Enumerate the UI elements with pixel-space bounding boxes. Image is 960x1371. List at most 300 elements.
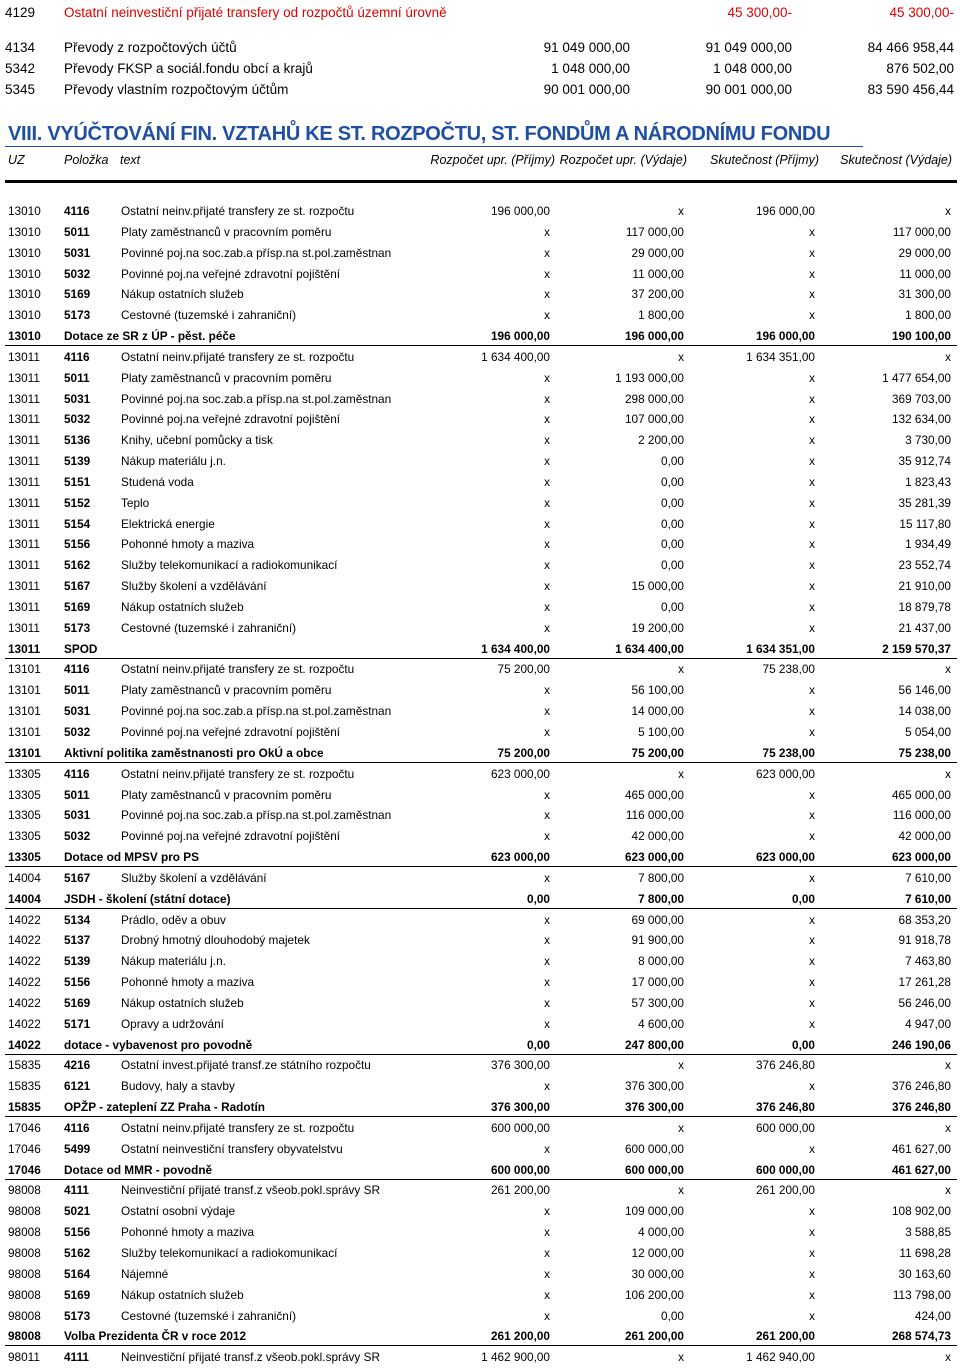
row-text: Ostatní neinv.přijaté transfery ze st. rozpočtu bbox=[121, 662, 355, 677]
row-rozpocet-vydaje: 0,00 bbox=[661, 516, 684, 531]
row-text: Pohonné hmoty a maziva bbox=[121, 1225, 255, 1240]
row-skutecnost-prijmy: 600 000,00 bbox=[755, 1162, 815, 1177]
row-uz: 13011 bbox=[8, 641, 41, 656]
row-skutecnost-prijmy: x bbox=[809, 954, 815, 969]
table-row bbox=[0, 264, 960, 284]
row-rozpocet-prijmy: x bbox=[544, 287, 550, 302]
row-text: Cestovné (tuzemské i zahraniční) bbox=[121, 620, 297, 635]
row-rozpocet-prijmy: x bbox=[544, 683, 550, 698]
row-rozpocet-prijmy: 196 000,00 bbox=[490, 329, 550, 344]
row-text: Ostatní neinv.přijaté transfery ze st. rozpočtu bbox=[121, 204, 355, 218]
row-skutecnost-prijmy: x bbox=[809, 579, 815, 594]
row-rozpocet-vydaje: 0,00 bbox=[661, 474, 684, 489]
table-row-subtotal bbox=[0, 1035, 960, 1055]
row-skutecnost-prijmy: x bbox=[809, 454, 815, 469]
row-skutecnost-prijmy: x bbox=[809, 704, 815, 719]
row-rozpocet-prijmy: x bbox=[544, 224, 550, 239]
row-uz: 98008 bbox=[8, 1204, 41, 1219]
row-polozka: 5162 bbox=[64, 558, 91, 573]
row-skutecnost-vydaje: 7 463,80 bbox=[905, 954, 951, 969]
row-polozka: 5169 bbox=[64, 287, 91, 302]
row-uz: 13010 bbox=[8, 308, 41, 323]
row-rozpocet-vydaje: 107 000,00 bbox=[624, 412, 684, 427]
row-polozka: 5011 bbox=[64, 224, 90, 239]
subtotal-rule bbox=[5, 762, 957, 763]
top-row-value-2: 45 300,00- bbox=[727, 5, 792, 20]
row-skutecnost-prijmy: x bbox=[809, 620, 815, 635]
row-polozka: 5137 bbox=[64, 933, 91, 948]
row-uz: 98008 bbox=[8, 1183, 41, 1198]
table-row bbox=[0, 514, 960, 534]
row-skutecnost-prijmy: x bbox=[809, 725, 815, 739]
top-row-code: 4129 bbox=[5, 5, 36, 20]
row-uz: 13010 bbox=[8, 266, 41, 281]
row-skutecnost-prijmy: 1 634 351,00 bbox=[746, 641, 815, 656]
row-rozpocet-vydaje: 261 200,00 bbox=[624, 1329, 684, 1344]
row-polozka: 4116 bbox=[64, 766, 90, 781]
row-skutecnost-prijmy: x bbox=[809, 474, 815, 489]
row-uz: 13011 bbox=[8, 391, 40, 406]
table-row bbox=[0, 284, 960, 304]
row-skutecnost-vydaje: 376 246,80 bbox=[891, 1079, 951, 1094]
table-row-subtotal bbox=[0, 639, 960, 659]
row-skutecnost-vydaje: 4 947,00 bbox=[905, 1016, 951, 1031]
table-row bbox=[0, 1201, 960, 1221]
row-text: Ostatní neinvestiční transfery obyvatelstvu bbox=[121, 1141, 343, 1156]
row-skutecnost-vydaje: 190 100,00 bbox=[891, 329, 951, 344]
row-text: Platy zaměstnanců v pracovním poměru bbox=[121, 683, 332, 698]
header-rozpocet-vydaje: Rozpočet upr. (Výdaje) bbox=[559, 153, 687, 167]
row-rozpocet-vydaje: 57 300,00 bbox=[631, 995, 684, 1010]
table-row bbox=[0, 993, 960, 1013]
row-text: Nákup ostatních služeb bbox=[121, 599, 244, 614]
row-skutecnost-vydaje: 268 574,73 bbox=[891, 1329, 951, 1344]
row-rozpocet-prijmy: x bbox=[544, 829, 550, 844]
row-rozpocet-prijmy: x bbox=[544, 433, 550, 448]
row-rozpocet-vydaje: 2 200,00 bbox=[638, 433, 684, 448]
row-rozpocet-prijmy: x bbox=[544, 1246, 550, 1260]
row-skutecnost-prijmy: 0,00 bbox=[792, 1037, 815, 1052]
row-skutecnost-prijmy: 623 000,00 bbox=[755, 850, 815, 865]
row-rozpocet-vydaje: 17 000,00 bbox=[631, 975, 684, 990]
row-skutecnost-prijmy: 1 462 940,00 bbox=[746, 1350, 815, 1365]
row-skutecnost-prijmy: x bbox=[809, 599, 815, 614]
row-rozpocet-prijmy: 75 200,00 bbox=[497, 662, 550, 677]
row-rozpocet-prijmy: x bbox=[544, 1225, 550, 1240]
row-skutecnost-vydaje: 56 246,00 bbox=[898, 995, 951, 1010]
row-rozpocet-prijmy: 261 200,00 bbox=[490, 1183, 550, 1198]
row-polozka: 5011 bbox=[64, 683, 90, 698]
row-skutecnost-vydaje: 376 246,80 bbox=[891, 1100, 951, 1115]
row-skutecnost-vydaje: 461 627,00 bbox=[891, 1141, 951, 1156]
row-polozka: 5031 bbox=[64, 808, 91, 823]
row-uz: 13011 bbox=[8, 620, 40, 635]
table-row bbox=[0, 597, 960, 617]
row-skutecnost-vydaje: 108 902,00 bbox=[891, 1204, 951, 1219]
row-polozka: 5151 bbox=[64, 474, 91, 489]
row-rozpocet-prijmy: x bbox=[544, 579, 550, 594]
top-row-value-2: 91 049 000,00 bbox=[705, 40, 792, 55]
row-rozpocet-vydaje: 106 200,00 bbox=[624, 1287, 684, 1302]
row-rozpocet-vydaje: 5 100,00 bbox=[638, 725, 684, 739]
row-rozpocet-prijmy: x bbox=[544, 391, 550, 406]
row-rozpocet-prijmy: x bbox=[544, 245, 550, 260]
row-text: Platy zaměstnanců v pracovním poměru bbox=[121, 224, 332, 239]
row-skutecnost-vydaje: 623 000,00 bbox=[891, 850, 951, 865]
row-uz: 17046 bbox=[8, 1120, 41, 1135]
row-polozka: 5156 bbox=[64, 1225, 91, 1240]
row-polozka: 5162 bbox=[64, 1246, 91, 1260]
row-polozka: 5032 bbox=[64, 829, 91, 844]
row-rozpocet-vydaje: 1 634 400,00 bbox=[615, 641, 684, 656]
row-rozpocet-prijmy: 1 462 900,00 bbox=[481, 1350, 550, 1365]
row-rozpocet-vydaje: 15 000,00 bbox=[631, 579, 684, 594]
subtotal-rule bbox=[5, 1179, 957, 1180]
row-uz: 17046 bbox=[8, 1162, 41, 1177]
subtotal-rule bbox=[5, 658, 957, 659]
row-polozka: 6121 bbox=[64, 1079, 91, 1094]
row-uz: 15835 bbox=[8, 1100, 41, 1115]
subtotal-rule bbox=[5, 345, 957, 346]
row-rozpocet-vydaje: 0,00 bbox=[661, 495, 684, 510]
top-row-text: Převody z rozpočtových účtů bbox=[64, 40, 237, 55]
row-skutecnost-prijmy: x bbox=[809, 287, 815, 302]
row-rozpocet-prijmy: x bbox=[544, 870, 550, 885]
row-text: Nákup materiálu j.n. bbox=[121, 454, 226, 469]
row-rozpocet-vydaje: 69 000,00 bbox=[631, 912, 684, 927]
row-skutecnost-vydaje: 35 912,74 bbox=[898, 454, 951, 469]
top-row-text: Převody vlastním rozpočtovým účtům bbox=[64, 82, 289, 97]
row-polozka: 5031 bbox=[64, 704, 91, 719]
row-text: Nákup ostatních služeb bbox=[121, 995, 244, 1010]
table-row bbox=[0, 493, 960, 513]
row-text: JSDH - školení (státní dotace) bbox=[64, 891, 231, 906]
row-rozpocet-vydaje: 8 000,00 bbox=[638, 954, 684, 969]
row-polozka: 4116 bbox=[64, 662, 90, 677]
subtotal-rule bbox=[5, 1116, 957, 1117]
row-rozpocet-vydaje: 12 000,00 bbox=[631, 1246, 684, 1260]
row-skutecnost-prijmy: x bbox=[809, 433, 815, 448]
row-text: Cestovné (tuzemské i zahraniční) bbox=[121, 308, 297, 323]
row-skutecnost-prijmy: x bbox=[809, 1016, 815, 1031]
row-skutecnost-vydaje: 29 000,00 bbox=[898, 245, 951, 260]
row-text: Služby školení a vzdělávání bbox=[121, 870, 267, 885]
header-polozka: Položka bbox=[64, 153, 109, 167]
table-row-subtotal bbox=[0, 1160, 960, 1180]
row-uz: 13011 bbox=[8, 433, 40, 448]
row-skutecnost-prijmy: 261 200,00 bbox=[755, 1183, 815, 1198]
row-rozpocet-prijmy: 0,00 bbox=[527, 891, 550, 906]
row-rozpocet-prijmy: x bbox=[544, 537, 550, 552]
table-row-subtotal bbox=[0, 847, 960, 867]
row-uz: 98008 bbox=[8, 1246, 41, 1260]
row-skutecnost-vydaje: x bbox=[945, 766, 951, 781]
row-rozpocet-vydaje: 117 000,00 bbox=[625, 224, 684, 239]
row-rozpocet-vydaje: x bbox=[678, 204, 684, 218]
table-row-subtotal bbox=[0, 1326, 960, 1346]
top-row-code: 4134 bbox=[5, 40, 36, 55]
row-uz: 98008 bbox=[8, 1308, 41, 1323]
row-polozka: 5169 bbox=[64, 995, 91, 1010]
row-skutecnost-vydaje: 42 000,00 bbox=[898, 829, 951, 844]
row-rozpocet-prijmy: x bbox=[544, 1287, 550, 1302]
row-skutecnost-vydaje: 132 634,00 bbox=[891, 412, 951, 427]
section-title: VIII. VYÚČTOVÁNÍ FIN. VZTAHŮ KE ST. ROZPOČTU, ST. FONDŮM A NÁRODNÍMU FONDU bbox=[8, 123, 831, 145]
row-uz: 13305 bbox=[8, 766, 41, 781]
row-uz: 14022 bbox=[8, 1016, 41, 1031]
row-rozpocet-vydaje: 4 000,00 bbox=[638, 1225, 684, 1240]
row-skutecnost-prijmy: x bbox=[809, 495, 815, 510]
table-row bbox=[0, 389, 960, 409]
row-polozka: 5152 bbox=[64, 495, 91, 510]
row-skutecnost-vydaje: 21 437,00 bbox=[898, 620, 951, 635]
table-row-subtotal bbox=[0, 889, 960, 909]
row-uz: 13011 bbox=[8, 349, 40, 364]
row-skutecnost-prijmy: x bbox=[809, 1246, 815, 1260]
row-uz: 13011 bbox=[8, 558, 40, 573]
row-skutecnost-vydaje: 424,00 bbox=[914, 1308, 951, 1323]
row-text: Ostatní neinv.přijaté transfery ze st. rozpočtu bbox=[121, 766, 355, 781]
row-polozka: 5032 bbox=[64, 725, 91, 739]
row-skutecnost-prijmy: x bbox=[809, 537, 815, 552]
row-uz: 13101 bbox=[8, 745, 41, 760]
row-rozpocet-prijmy: x bbox=[544, 474, 550, 489]
row-rozpocet-vydaje: 196 000,00 bbox=[624, 329, 684, 344]
row-rozpocet-prijmy: x bbox=[544, 1204, 550, 1219]
row-uz: 14022 bbox=[8, 912, 41, 927]
row-skutecnost-prijmy: 600 000,00 bbox=[755, 1120, 815, 1135]
row-text: Knihy, učební pomůcky a tisk bbox=[121, 433, 273, 448]
row-skutecnost-vydaje: x bbox=[945, 1183, 951, 1198]
top-row-value-2: 1 048 000,00 bbox=[713, 61, 792, 76]
table-row bbox=[0, 930, 960, 950]
row-text: Pohonné hmoty a maziva bbox=[121, 975, 255, 990]
table-row bbox=[0, 1285, 960, 1305]
row-rozpocet-vydaje: 0,00 bbox=[661, 558, 684, 573]
row-skutecnost-prijmy: 261 200,00 bbox=[755, 1329, 815, 1344]
row-text: Ostatní osobní výdaje bbox=[121, 1204, 236, 1219]
row-skutecnost-vydaje: 11 000,00 bbox=[899, 266, 951, 281]
row-polozka: 5173 bbox=[64, 1308, 91, 1323]
row-polozka: 5134 bbox=[64, 912, 91, 927]
row-rozpocet-vydaje: 116 000,00 bbox=[625, 808, 684, 823]
row-rozpocet-vydaje: x bbox=[678, 1183, 684, 1198]
table-row bbox=[0, 555, 960, 575]
row-text: Povinné poj.na veřejné zdravotní pojištění bbox=[121, 412, 341, 427]
table-row bbox=[0, 1180, 960, 1200]
top-row-text: Převody FKSP a sociál.fondu obcí a krajů bbox=[64, 61, 313, 76]
row-skutecnost-vydaje: 56 146,00 bbox=[898, 683, 951, 698]
row-polozka: 5136 bbox=[64, 433, 91, 448]
row-skutecnost-vydaje: 1 934,49 bbox=[905, 537, 951, 552]
row-uz: 13011 bbox=[8, 454, 40, 469]
row-text: Služby telekomunikací a radiokomunikací bbox=[121, 1246, 338, 1260]
row-polozka: 4116 bbox=[64, 349, 90, 364]
row-skutecnost-vydaje: 35 281,39 bbox=[898, 495, 951, 510]
row-skutecnost-prijmy: x bbox=[809, 1308, 815, 1323]
header-rule bbox=[5, 180, 957, 183]
row-rozpocet-prijmy: 376 300,00 bbox=[490, 1058, 550, 1073]
row-skutecnost-prijmy: x bbox=[809, 308, 815, 323]
row-skutecnost-prijmy: 376 246,80 bbox=[755, 1058, 815, 1073]
header-uz: UZ bbox=[8, 153, 25, 167]
row-rozpocet-prijmy: 0,00 bbox=[527, 1037, 550, 1052]
row-rozpocet-vydaje: 19 200,00 bbox=[631, 620, 684, 635]
row-text: Povinné poj.na veřejné zdravotní pojištění bbox=[121, 829, 341, 844]
row-skutecnost-vydaje: x bbox=[945, 1350, 951, 1365]
row-text: Studená voda bbox=[121, 474, 194, 489]
row-text: Povinné poj.na soc.zab.a přísp.na st.pol.zaměstnan bbox=[121, 808, 392, 823]
row-skutecnost-vydaje: 246 190,06 bbox=[891, 1037, 951, 1052]
table-row bbox=[0, 826, 960, 846]
row-uz: 15835 bbox=[8, 1079, 41, 1094]
row-polozka: 5021 bbox=[64, 1204, 91, 1219]
row-text: Drobný hmotný dlouhodobý majetek bbox=[121, 933, 310, 948]
row-skutecnost-vydaje: 1 477 654,00 bbox=[882, 370, 951, 385]
table-row-subtotal bbox=[0, 326, 960, 346]
row-rozpocet-prijmy: x bbox=[544, 412, 550, 427]
row-skutecnost-vydaje: 30 163,60 bbox=[898, 1266, 951, 1281]
row-skutecnost-prijmy: x bbox=[809, 808, 815, 823]
table-row-subtotal bbox=[0, 743, 960, 763]
row-text: Budovy, haly a stavby bbox=[121, 1079, 235, 1094]
table-row bbox=[0, 368, 960, 388]
row-uz: 14004 bbox=[8, 891, 41, 906]
row-skutecnost-vydaje: 465 000,00 bbox=[891, 787, 951, 802]
row-skutecnost-prijmy: x bbox=[809, 412, 815, 427]
header-text: text bbox=[120, 153, 141, 167]
row-rozpocet-prijmy: 376 300,00 bbox=[490, 1100, 550, 1115]
row-rozpocet-vydaje: 75 200,00 bbox=[631, 745, 684, 760]
row-rozpocet-vydaje: 247 800,00 bbox=[624, 1037, 684, 1052]
row-polozka: 5139 bbox=[64, 454, 91, 469]
row-text: Volba Prezidenta ČR v roce 2012 bbox=[64, 1329, 247, 1344]
subtotal-rule bbox=[5, 1054, 957, 1055]
row-rozpocet-vydaje: 600 000,00 bbox=[624, 1141, 684, 1156]
row-uz: 13101 bbox=[8, 704, 41, 719]
row-text: Elektrická energie bbox=[121, 516, 215, 531]
row-uz: 13011 bbox=[8, 579, 40, 594]
table-row bbox=[0, 1076, 960, 1096]
row-rozpocet-prijmy: x bbox=[544, 308, 550, 323]
row-uz: 13101 bbox=[8, 662, 41, 677]
row-skutecnost-vydaje: x bbox=[945, 1120, 951, 1135]
row-skutecnost-vydaje: x bbox=[945, 1058, 951, 1073]
row-uz: 98008 bbox=[8, 1225, 41, 1240]
row-rozpocet-vydaje: 0,00 bbox=[661, 454, 684, 469]
row-rozpocet-prijmy: 623 000,00 bbox=[490, 766, 550, 781]
row-polozka: 5499 bbox=[64, 1141, 91, 1156]
table-row bbox=[0, 472, 960, 492]
table-row bbox=[0, 1118, 960, 1138]
row-rozpocet-vydaje: 376 300,00 bbox=[624, 1079, 684, 1094]
row-skutecnost-prijmy: x bbox=[809, 1141, 815, 1156]
row-rozpocet-prijmy: x bbox=[544, 725, 550, 739]
row-skutecnost-vydaje: x bbox=[945, 204, 951, 218]
row-rozpocet-vydaje: 0,00 bbox=[661, 599, 684, 614]
row-uz: 13010 bbox=[8, 224, 41, 239]
table-row bbox=[0, 305, 960, 325]
row-skutecnost-prijmy: x bbox=[809, 516, 815, 531]
row-rozpocet-vydaje: 7 800,00 bbox=[638, 870, 684, 885]
row-rozpocet-vydaje: 1 193 000,00 bbox=[615, 370, 684, 385]
row-rozpocet-vydaje: x bbox=[678, 662, 684, 677]
table-row bbox=[0, 972, 960, 992]
row-uz: 13011 bbox=[8, 537, 40, 552]
row-rozpocet-prijmy: 623 000,00 bbox=[490, 850, 550, 865]
row-uz: 14022 bbox=[8, 995, 41, 1010]
row-rozpocet-vydaje: 56 100,00 bbox=[631, 683, 684, 698]
row-skutecnost-vydaje: 7 610,00 bbox=[905, 870, 951, 885]
row-rozpocet-vydaje: 298 000,00 bbox=[624, 391, 684, 406]
row-rozpocet-vydaje: x bbox=[678, 1350, 684, 1365]
row-uz: 13011 bbox=[8, 412, 40, 427]
table-row bbox=[0, 910, 960, 930]
row-uz: 13010 bbox=[8, 245, 41, 260]
row-skutecnost-prijmy: x bbox=[809, 245, 815, 260]
row-text: Služby telekomunikací a radiokomunikací bbox=[121, 558, 338, 573]
row-uz: 14022 bbox=[8, 933, 41, 948]
table-row bbox=[0, 576, 960, 596]
row-polozka: 5167 bbox=[64, 870, 91, 885]
row-text: Aktivní politika zaměstnanosti pro OkÚ a obce bbox=[64, 745, 324, 760]
row-skutecnost-vydaje: 7 610,00 bbox=[905, 891, 951, 906]
row-rozpocet-prijmy: 1 634 400,00 bbox=[481, 641, 550, 656]
row-rozpocet-prijmy: x bbox=[544, 704, 550, 719]
row-skutecnost-prijmy: x bbox=[809, 683, 815, 698]
row-rozpocet-prijmy: x bbox=[544, 1308, 550, 1323]
row-skutecnost-prijmy: x bbox=[809, 1079, 815, 1094]
row-uz: 14022 bbox=[8, 954, 41, 969]
header-skutecnost-vydaje: Skutečnost (Výdaje) bbox=[840, 153, 952, 167]
row-skutecnost-vydaje: 116 000,00 bbox=[892, 808, 951, 823]
row-skutecnost-prijmy: x bbox=[809, 1266, 815, 1281]
row-uz: 13011 bbox=[8, 516, 40, 531]
row-text: Neinvestiční přijaté transf.z všeob.pokl.správy SR bbox=[121, 1183, 380, 1198]
row-skutecnost-prijmy: x bbox=[809, 787, 815, 802]
row-rozpocet-prijmy: x bbox=[544, 495, 550, 510]
table-row bbox=[0, 1014, 960, 1034]
row-rozpocet-vydaje: 1 800,00 bbox=[638, 308, 684, 323]
row-skutecnost-prijmy: x bbox=[809, 933, 815, 948]
row-rozpocet-vydaje: 109 000,00 bbox=[624, 1204, 684, 1219]
table-row bbox=[0, 1243, 960, 1263]
row-rozpocet-vydaje: 0,00 bbox=[661, 1308, 684, 1323]
row-text: dotace - vybavenost pro povodně bbox=[64, 1037, 253, 1052]
row-skutecnost-vydaje: 3 730,00 bbox=[905, 433, 951, 448]
row-skutecnost-prijmy: x bbox=[809, 1287, 815, 1302]
row-rozpocet-prijmy: 600 000,00 bbox=[490, 1162, 550, 1177]
row-text: Služby školení a vzdělávání bbox=[121, 579, 267, 594]
row-skutecnost-vydaje: 2 159 570,37 bbox=[882, 641, 951, 656]
row-rozpocet-prijmy: x bbox=[544, 516, 550, 531]
row-skutecnost-prijmy: 75 238,00 bbox=[762, 745, 815, 760]
row-skutecnost-vydaje: 18 879,78 bbox=[898, 599, 951, 614]
row-skutecnost-prijmy: 0,00 bbox=[792, 891, 815, 906]
table-row bbox=[0, 764, 960, 784]
row-rozpocet-prijmy: x bbox=[544, 975, 550, 990]
row-rozpocet-prijmy: x bbox=[544, 454, 550, 469]
row-skutecnost-prijmy: x bbox=[809, 1225, 815, 1240]
row-skutecnost-vydaje: 11 698,28 bbox=[899, 1246, 951, 1260]
row-skutecnost-vydaje: 75 238,00 bbox=[898, 745, 951, 760]
row-rozpocet-vydaje: 30 000,00 bbox=[631, 1266, 684, 1281]
row-rozpocet-prijmy: 1 634 400,00 bbox=[481, 349, 550, 364]
header-skutecnost-prijmy: Skutečnost (Příjmy) bbox=[709, 153, 819, 167]
row-rozpocet-prijmy: x bbox=[544, 620, 550, 635]
row-rozpocet-prijmy: x bbox=[544, 912, 550, 927]
row-polozka: 5164 bbox=[64, 1266, 91, 1281]
